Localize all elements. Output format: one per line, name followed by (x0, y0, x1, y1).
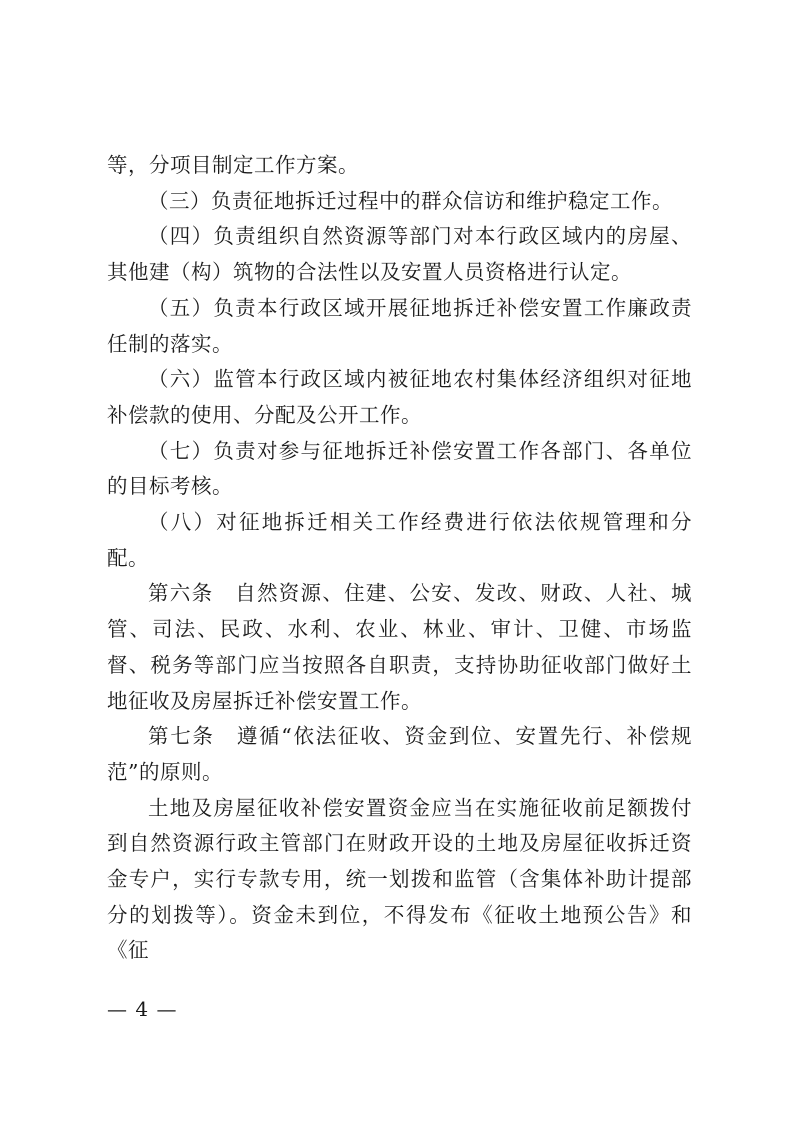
body-text (107, 148, 692, 969)
paragraph-item-4: （四）负责组织自然资源等部门对本行政区域内的房屋、其他建（构）筑物的合法性以及安置人员资格进行认定。 (107, 224, 692, 285)
paragraph-item-7: （七）负责对参与征地拆迁补偿安置工作各部门、各单位的目标考核。 (107, 438, 692, 499)
paragraph-item-8: （八）对征地拆迁相关工作经费进行依法依规管理和分配。 (107, 510, 692, 570)
paragraph-item-5: （五）负责本行政区域开展征地拆迁补偿安置工作廉政责任制的落实。 (107, 295, 692, 356)
paragraph-continuation: 等，分项目制定工作方案。 (107, 153, 359, 177)
page-number: — 4 — (107, 997, 178, 1021)
paragraph-article-7: 第七条 遵循“依法征收、资金到位、安置先行、补偿规范”的原则。 (107, 724, 692, 784)
paragraph-funds: 土地及房屋征收补偿安置资金应当在实施征收前足额拨付到自然资源行政主管部门在财政开设的土地及房屋征收拆迁资金专户，实行专款专用，统一划拨和监管（含集体补助计提部分的划拨等）。资金未到位，不得发布《征收土地预公告》和《征 (107, 795, 692, 963)
paragraph-item-3: （三）负责征地拆迁过程中的群众信访和维护稳定工作。 (148, 188, 673, 213)
paragraph-item-6: （六）监管本行政区域内被征地农村集体经济组织对征地补偿款的使用、分配及公开工作。 (107, 367, 692, 427)
paragraph-article-6: 第六条 自然资源、住建、公安、发改、财政、人社、城管、司法、民政、水利、农业、林业、审计、卫健、市场监督、税务等部门应当按照各自职责，支持协助征收部门做好土地征收及房屋拆迁补偿安置工作。 (107, 581, 692, 713)
